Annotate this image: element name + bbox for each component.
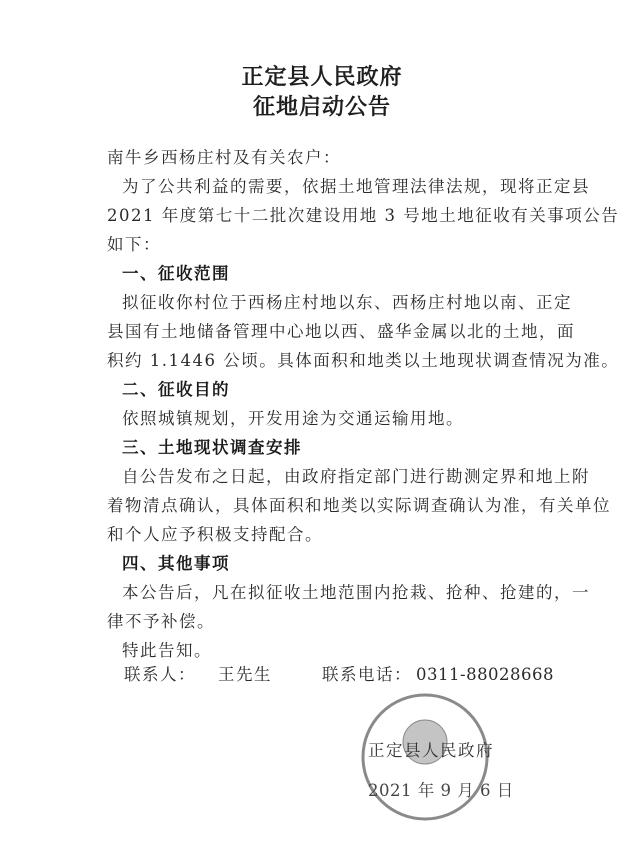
contact-person: 王先生 <box>218 665 272 684</box>
section-line: 自公告发布之日起，由政府指定部门进行勘测定界和地上附 <box>122 467 590 486</box>
signature-org: 正定县人民政府 <box>368 741 494 760</box>
section-line: 县国有土地储备管理中心地以西、盛华金属以北的土地，面 <box>107 322 575 341</box>
contact-phone-row <box>322 664 554 686</box>
notice-title: 征地启动公告 <box>252 94 391 120</box>
intro-line: 为了公共利益的需要，依据土地管理法律法规，现将正定县 <box>122 177 590 196</box>
section-heading: 二、征收目的 <box>122 380 230 399</box>
section-line: 依照城镇规划，开发用途为交通运输用地。 <box>122 409 464 428</box>
section-line: 律不予补偿。 <box>107 612 215 631</box>
section-heading: 四、其他事项 <box>122 554 230 573</box>
section-line: 积约 1.1446 公顷。具体面积和地类以土地现状调查情况为准。 <box>107 351 620 370</box>
closing: 特此告知。 <box>122 641 212 660</box>
section-line: 着物清点确认，具体面积和地类以实际调查确认为准，有关单位 <box>107 496 611 515</box>
contact-person-label: 联系人： <box>124 665 196 684</box>
intro-line: 如下： <box>107 235 161 254</box>
section-heading: 三、土地现状调查安排 <box>122 438 302 457</box>
salutation: 南牛乡西杨庄村及有关农户： <box>107 148 341 167</box>
section-line: 本公告后，凡在拟征收土地范围内抢栽、抢种、抢建的，一 <box>122 583 590 602</box>
section-line: 拟征收你村位于西杨庄村地以东、西杨庄村地以南、正定 <box>122 293 572 312</box>
section-heading: 一、征收范围 <box>122 264 230 283</box>
issuer-title: 正定县人民政府 <box>241 64 403 90</box>
contact-phone-label: 联系电话： <box>322 665 412 684</box>
signature-date: 2021 年 9 月 6 日 <box>368 781 514 800</box>
section-line: 和个人应予积极支持配合。 <box>107 525 323 544</box>
contact-phone: 0311-88028668 <box>416 665 555 684</box>
intro-line: 2021 年度第七十二批次建设用地 3 号地土地征收有关事项公告 <box>107 206 620 225</box>
